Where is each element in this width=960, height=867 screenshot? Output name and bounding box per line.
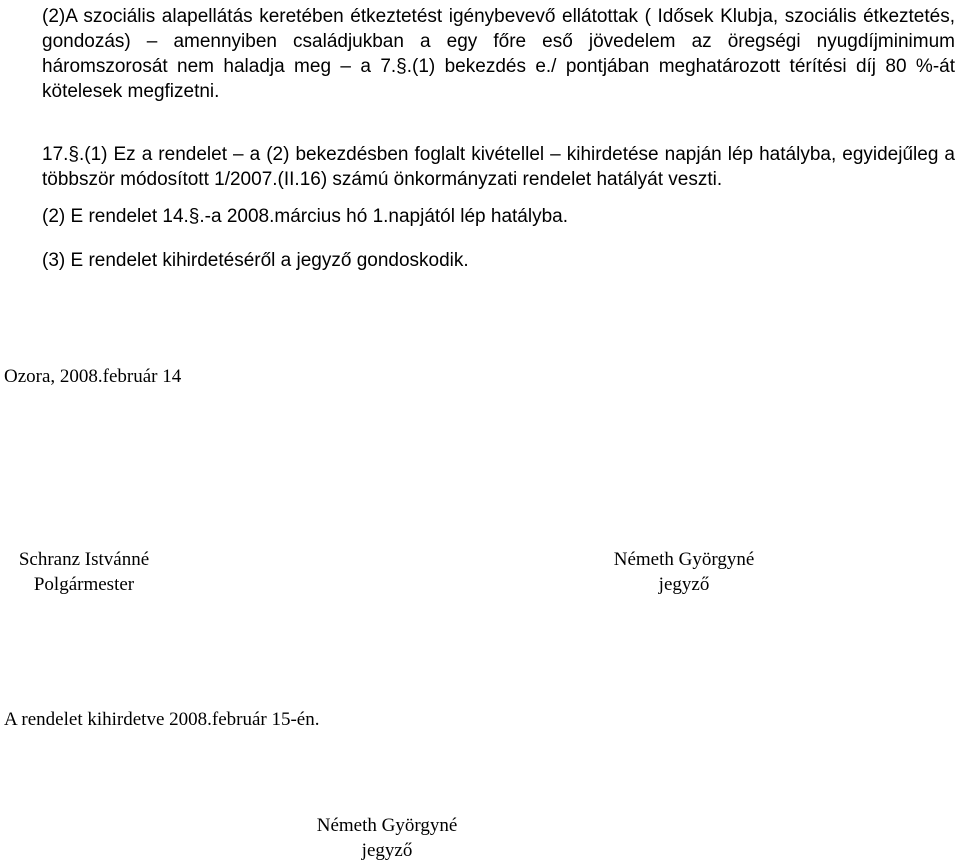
mayor-title: Polgármester [33,574,135,595]
final-signature-title: jegyző [361,840,413,861]
paragraph-17-3: (3) E rendelet kihirdetéséről a jegyző gondoskodik. [42,250,469,271]
mayor-name: Schranz Istvánné [18,549,150,570]
place-date: Ozora, 2008.február 14 [4,366,182,387]
mayor-signature [4,547,164,597]
promulgation-note: A rendelet kihirdetve 2008.február 15-én. [4,709,320,730]
notary-name: Németh Györgyné [613,549,755,570]
final-signature-name: Németh Györgyné [316,815,458,836]
notary-signature [596,547,772,597]
paragraph-17-1: 17.§.(1) Ez a rendelet – a (2) bekezdésben foglalt kivétellel – kihirdetése napján lép hatályba, egyidejűleg a többször módosított 1/2007.(II.16) számú önkormányzati rendelet hatályát veszti. [42,144,955,190]
notary-title: jegyző [658,574,710,595]
final-signature [299,813,475,863]
paragraph-17-2: (2) E rendelet 14.§.-a 2008.március hó 1.napjától lép hatályba. [42,206,568,227]
paragraph-16-2: (2)A szociális alapellátás keretében étkeztetést igénybevevő ellátottak ( Idősek Klubja, szociális étkeztetés, gondozás) – amennyiben családjukban a egy főre eső jövedelem az öregségi nyugdíjminimum háromszorosát nem haladja meg – a 7.§.(1) bekezdés e./ pontjában meghatározott térítési díj 80 %-át kötelesek megfizetni. [42,6,955,102]
